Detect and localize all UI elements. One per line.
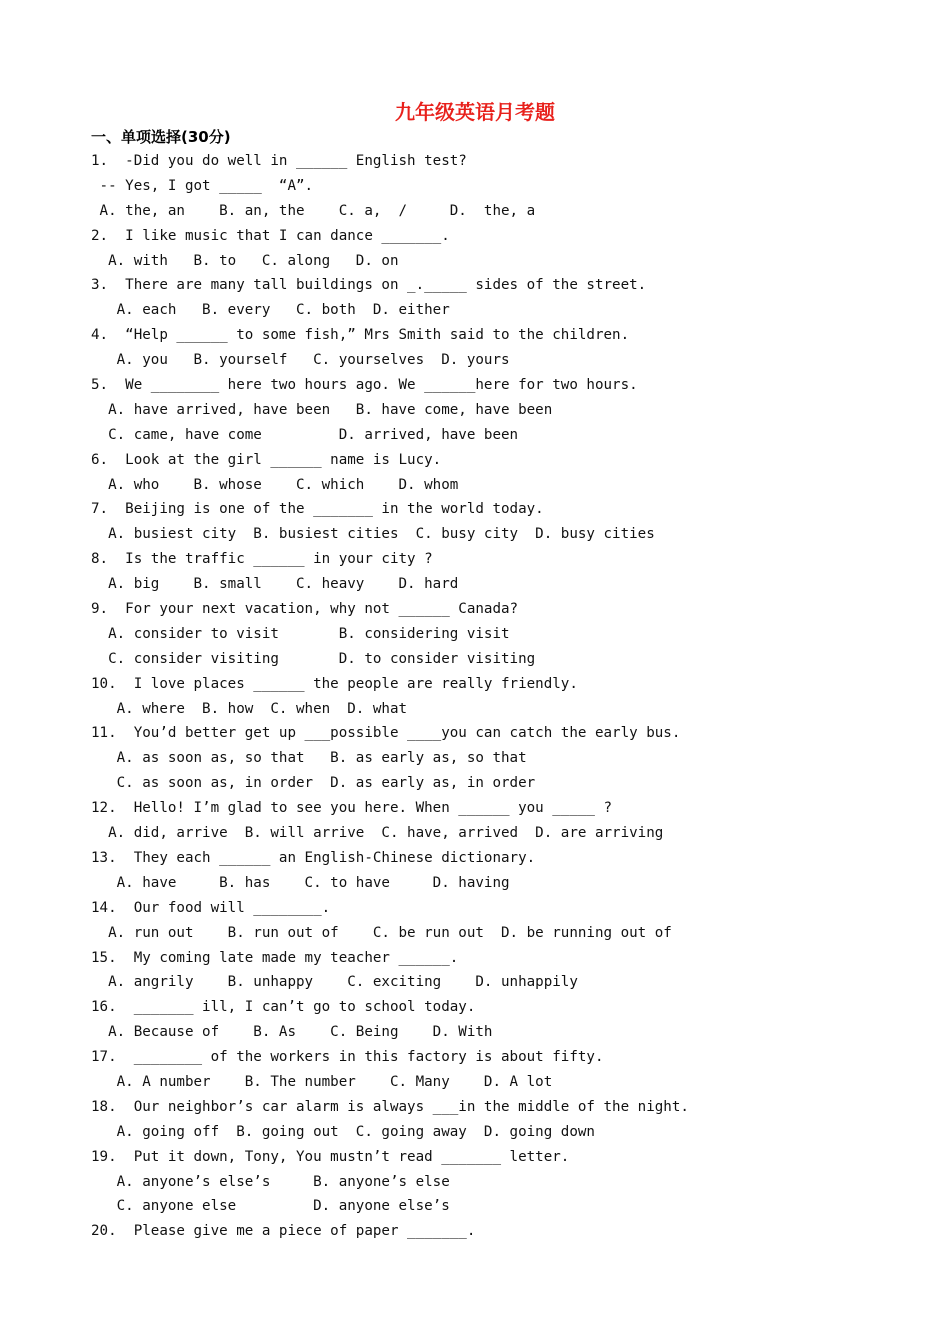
text-line: A. the, an B. an, the C. a, / D. the, a [91,202,536,219]
text-line: 6. Look at the girl ______ name is Lucy. [91,451,442,468]
text-line: 8. Is the traffic ______ in your city ? [91,551,433,568]
text-line: 20. Please give me a piece of paper _______. [91,1223,476,1240]
text-line: A. consider to visit B. considering visit [91,625,510,642]
text-line: 11. You’d better get up ___possible ____you can catch the early bus. [91,725,681,742]
text-line: A. where B. how C. when D. what [91,700,408,717]
text-line: A. big B. small C. heavy D. hard [91,576,459,593]
text-line: C. came, have come D. arrived, have been [91,426,519,443]
text-line: A. A number B. The number C. Many D. A lot [91,1073,553,1090]
text-line: C. consider visiting D. to consider visiting [91,650,536,667]
text-line: A. angrily B. unhappy C. exciting D. unhappily [91,974,578,991]
text-line: 1. -Did you do well in ______ English test? [91,153,467,169]
question-list [91,149,911,1244]
text-line: 19. Put it down, Tony, You mustn’t read _______ letter. [91,1148,570,1165]
text-line: 14. Our food will ________. [91,899,331,916]
text-line: A. Because of B. As C. Being D. With [91,1024,493,1041]
text-line: 15. My coming late made my teacher ______. [91,949,459,966]
page-title: 九年级英语月考题 [395,100,555,124]
text-line: A. going off B. going out C. going away D. going down [91,1123,595,1140]
text-line: A. did, arrive B. will arrive C. have, arrived D. are arriving [91,825,664,842]
text-line: 5. We ________ here two hours ago. We ______here for two hours. [91,377,638,394]
text-line: 9. For your next vacation, why not ______ Canada? [91,601,519,618]
text-line: A. who B. whose C. which D. whom [91,476,459,493]
text-line: A. have B. has C. to have D. having [91,874,510,891]
text-line: A. busiest city B. busiest cities C. busy city D. busy cities [91,526,655,543]
text-line: 17. ________ of the workers in this factory is about fifty. [91,1049,604,1066]
text-line: 4. “Help ______ to some fish,” Mrs Smith said to the children. [91,327,630,344]
text-line: 2. I like music that I can dance _______. [91,227,450,244]
text-line: A. run out B. run out of C. be run out D. be running out of [91,924,672,941]
text-line: A. have arrived, have been B. have come, have been [91,401,553,418]
text-line: A. anyone’s else’s B. anyone’s else [91,1173,450,1190]
text-line: A. each B. every C. both D. either [91,302,450,319]
text-line: 18. Our neighbor’s car alarm is always ___in the middle of the night. [91,1098,689,1115]
text-line: A. you B. yourself C. yourselves D. yours [91,352,510,369]
text-line: 7. Beijing is one of the _______ in the world today. [91,501,544,518]
text-line: A. with B. to C. along D. on [91,252,399,269]
text-line: 10. I love places ______ the people are really friendly. [91,675,578,692]
text-line: 16. _______ ill, I can’t go to school today. [91,999,476,1016]
text-line: 13. They each ______ an English-Chinese dictionary. [91,849,536,866]
section-heading: 一、单项选择(30分) [91,128,231,146]
text-line: 12. Hello! I’m glad to see you here. When ______ you _____ ? [91,800,613,817]
text-line: -- Yes, I got _____ “A”. [91,177,314,194]
text-line: A. as soon as, so that B. as early as, so that [91,750,527,767]
text-line: C. anyone else D. anyone else’s [91,1198,450,1215]
text-line: C. as soon as, in order D. as early as, in order [91,775,536,792]
text-line: 3. There are many tall buildings on _._____ sides of the street. [91,277,647,294]
